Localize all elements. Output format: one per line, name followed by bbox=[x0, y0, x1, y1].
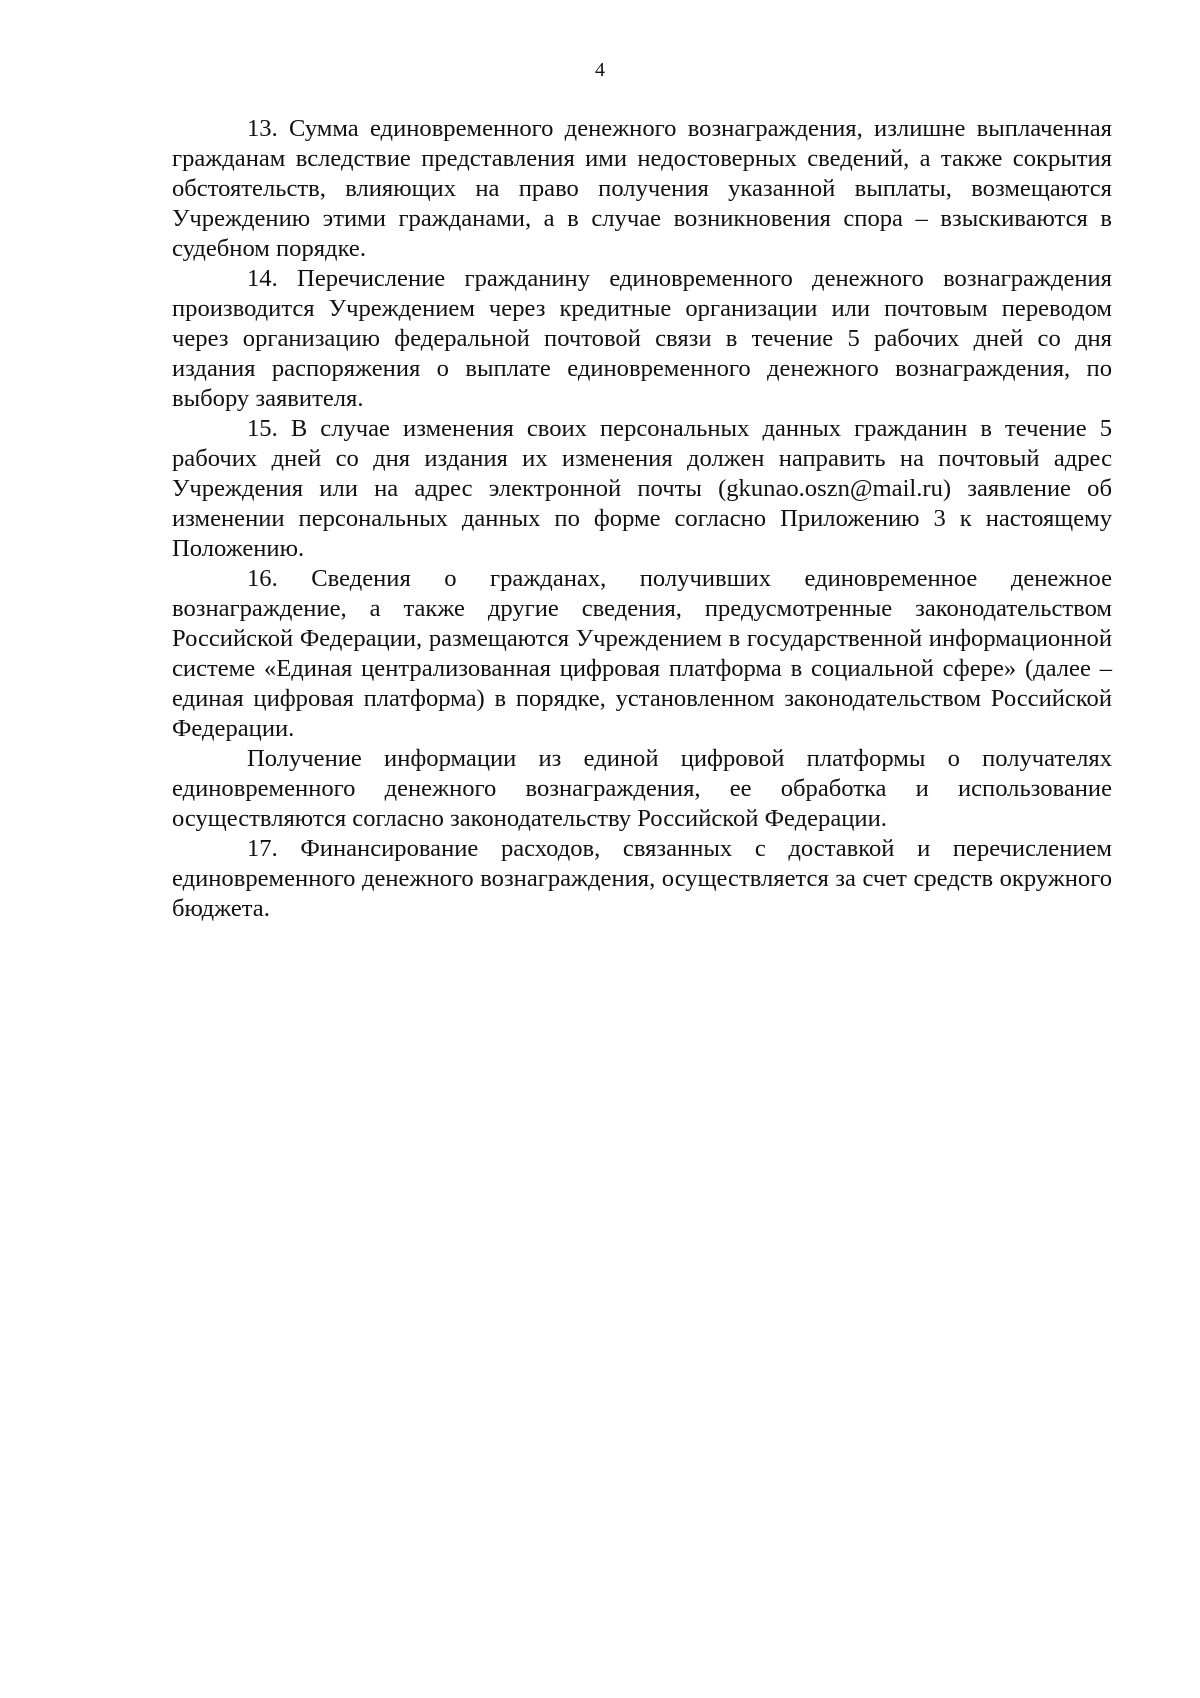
paragraph-16: 16. Сведения о гражданах, получивших единовременное денежное вознаграждение, а также другие сведения, предусмотренные законодательством Российской Федерации, размещаются Учреждением в государственной информационной системе «Единая централизованная цифровая платформа в социальной сфере» (далее – единая цифровая платформа) в порядке, установленном законодательством Российской Федерации. bbox=[172, 565, 1112, 742]
document-body bbox=[172, 114, 1112, 924]
paragraph-14: 14. Перечисление гражданину единовременного денежного вознаграждения производится Учреждением через кредитные организации или почтовым переводом через организацию федеральной почтовой связи в течение 5 рабочих дней со дня издания распоряжения о выплате единовременного денежного вознаграждения, по выбору заявителя. bbox=[172, 265, 1112, 412]
paragraph-17: 17. Финансирование расходов, связанных с доставкой и перечислением единовременного денежного вознаграждения, осуществляется за счет средств окружного бюджета. bbox=[172, 835, 1112, 922]
paragraph-16-continued: Получение информации из единой цифровой платформы о получателях единовременного денежного вознаграждения, ее обработка и использование осуществляются согласно законодательству Российской Федерации. bbox=[172, 745, 1112, 832]
page-number: 4 bbox=[595, 59, 605, 81]
paragraph-15: 15. В случае изменения своих персональных данных гражданин в течение 5 рабочих дней со дня издания их изменения должен направить на почтовый адрес Учреждения или на адрес электронной почты (gkunao.oszn@mail.ru) заявление об изменении персональных данных по форме согласно Приложению 3 к настоящему Положению. bbox=[172, 415, 1112, 562]
paragraph-13: 13. Сумма единовременного денежного вознаграждения, излишне выплаченная гражданам вследствие представления ими недостоверных сведений, а также сокрытия обстоятельств, влияющих на право получения указанной выплаты, возмещаются Учреждению этими гражданами, а в случае возникновения спора – взыскиваются в судебном порядке. bbox=[172, 115, 1112, 262]
